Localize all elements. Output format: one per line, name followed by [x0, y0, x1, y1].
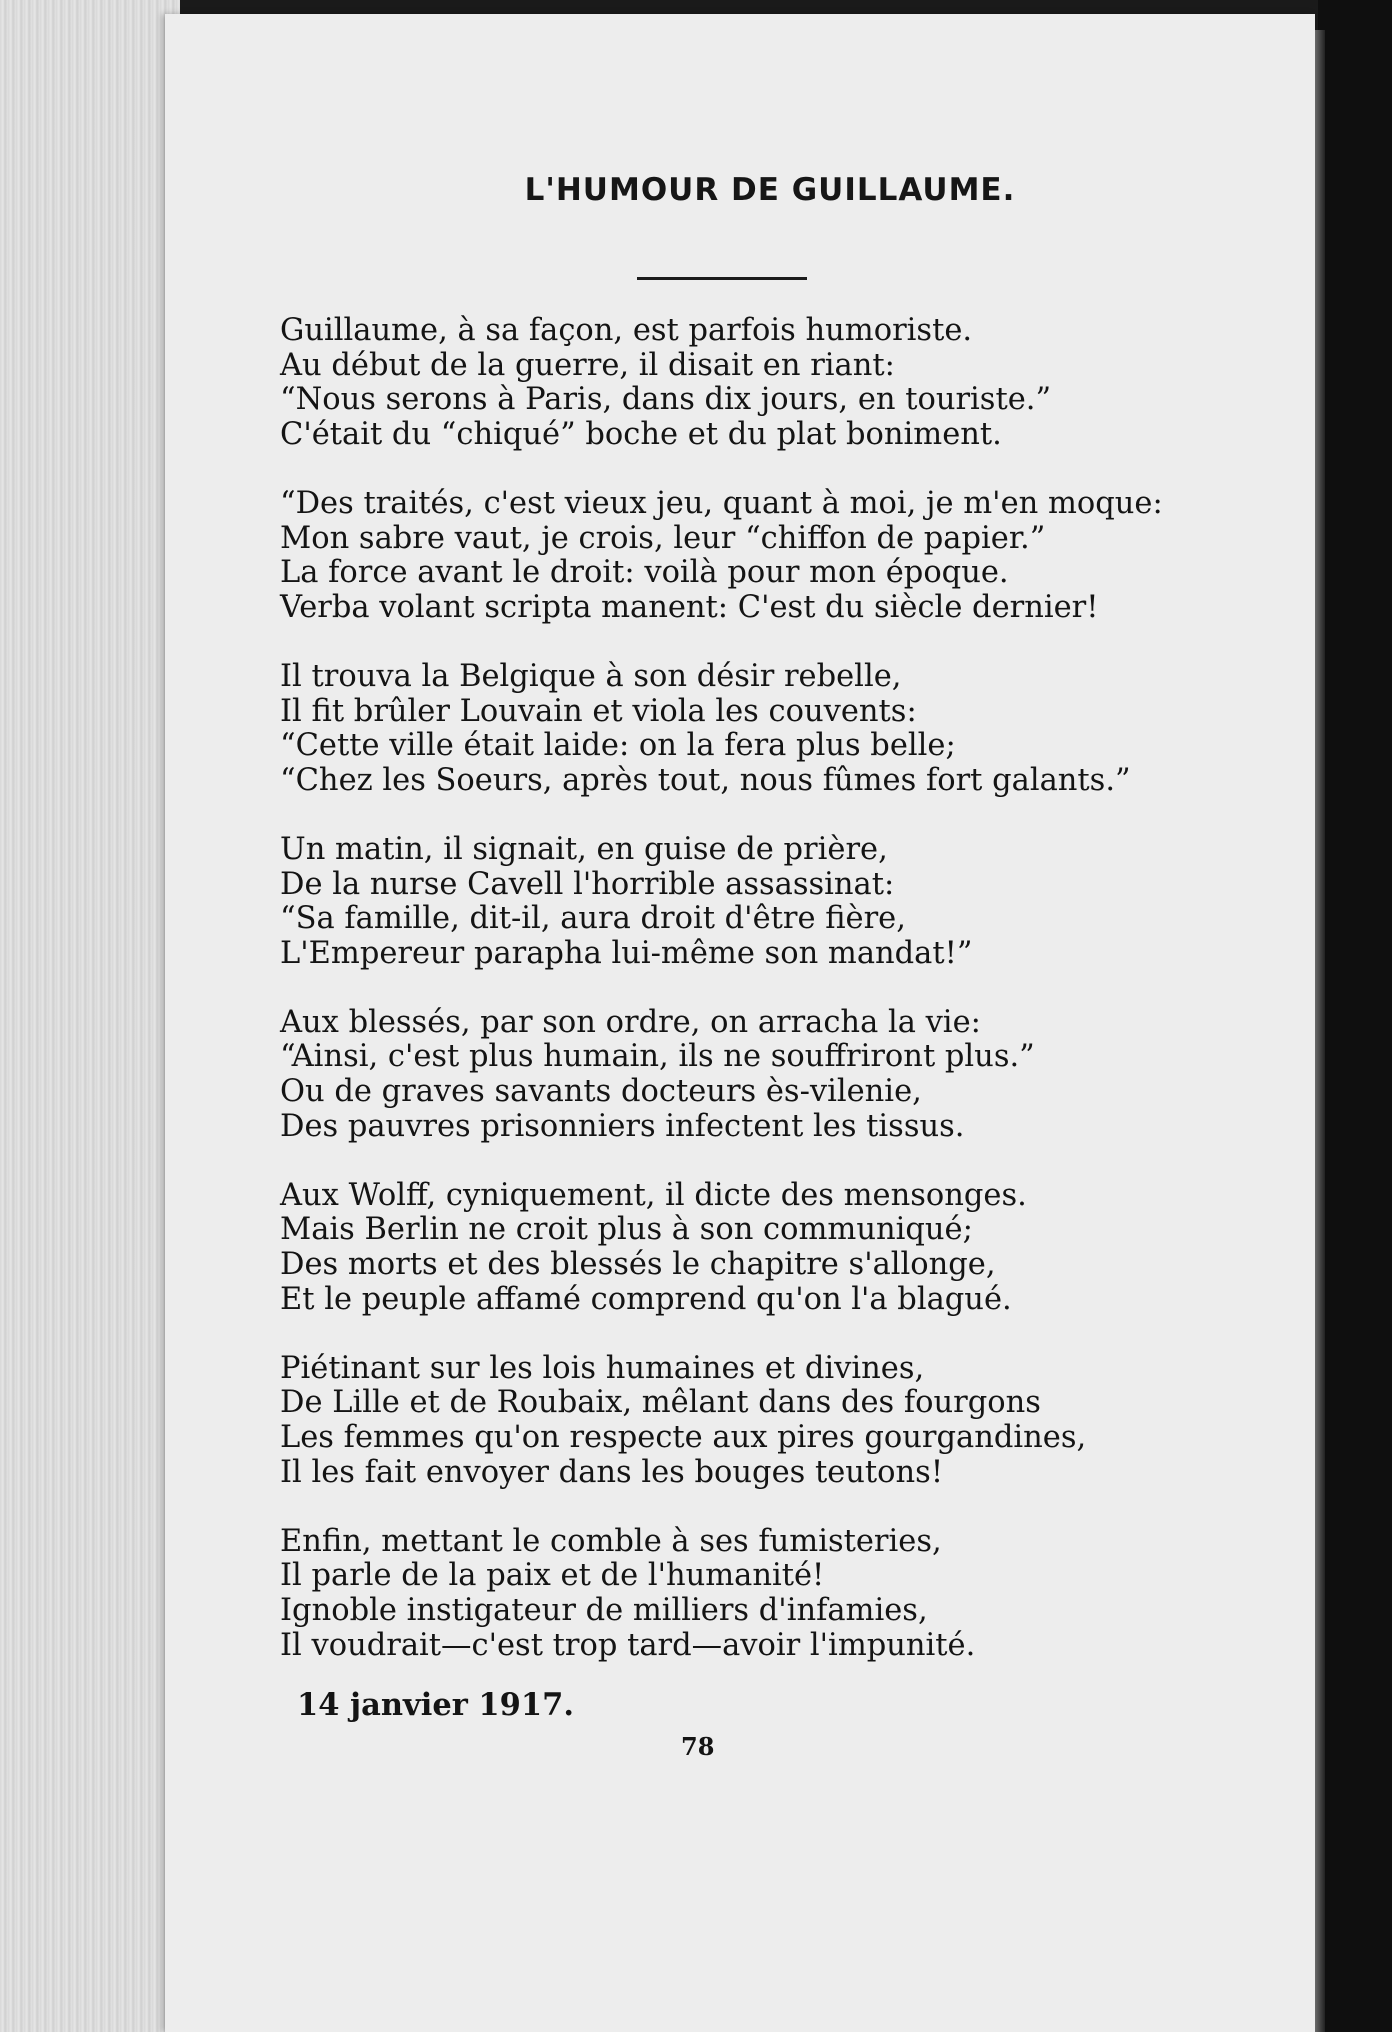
verse-line: “Ainsi, c'est plus humain, ils ne souffriront plus.” [280, 1039, 1035, 1075]
poem-body [280, 314, 1280, 1698]
binding-edge [1315, 30, 1325, 2032]
verse-line: Aux blessés, par son ordre, on arracha la vie: [280, 1004, 981, 1040]
stanza-2 [280, 487, 1280, 625]
verse-line: De la nurse Cavell l'horrible assassinat: [280, 866, 895, 902]
verse-line: “Sa famille, dit-il, aura droit d'être fière, [280, 901, 906, 937]
stanza-5 [280, 1006, 1280, 1144]
stanza-6 [280, 1179, 1280, 1317]
verse-line: De Lille et de Roubaix, mêlant dans des fourgons [280, 1385, 1041, 1421]
verse-line: C'était du “chiqué” boche et du plat boniment. [280, 416, 1002, 452]
stanza-3 [280, 660, 1280, 798]
verse-line: Il parle de la paix et de l'humanité! [280, 1558, 825, 1594]
verse-line: Ignoble instigateur de milliers d'infamies, [280, 1592, 928, 1628]
verse-line: L'Empereur parapha lui-même son mandat!” [280, 935, 973, 971]
poem-date: 14 janvier 1917. [297, 1687, 574, 1723]
verse-line: La force avant le droit: voilà pour mon époque. [280, 555, 1009, 591]
poem-title: L'HUMOUR DE GUILLAUME. [524, 172, 1016, 208]
verse-line: Les femmes qu'on respecte aux pires gourgandines, [280, 1420, 1087, 1455]
verse-line: Un matin, il signait, en guise de prière, [280, 831, 888, 867]
verse-line: Guillaume, à sa façon, est parfois humoriste. [280, 313, 973, 348]
verse-line: Il fit brûler Louvain et viola les couvents: [280, 693, 917, 729]
verse-line: Mais Berlin ne croit plus à son communiqué; [280, 1212, 973, 1248]
verse-line: “Chez les Soeurs, après tout, nous fûmes fort galants.” [280, 762, 1131, 798]
page-edges [0, 0, 180, 2032]
verse-line: Aux Wolff, cyniquement, il dicte des mensonges. [280, 1177, 1027, 1213]
verse-line: Au début de la guerre, il disait en riant: [280, 347, 895, 383]
verse-line: Ou de graves savants docteurs ès-vilenie, [280, 1074, 922, 1110]
title-rule [637, 277, 807, 280]
stanza-4 [280, 833, 1280, 971]
stanza-7 [280, 1352, 1280, 1490]
verse-line: Enfin, mettant le comble à ses fumisteries, [280, 1523, 942, 1559]
verse-line: “Nous serons à Paris, dans dix jours, en touriste.” [280, 382, 1052, 418]
verse-line: Piétinant sur les lois humaines et divines, [280, 1350, 925, 1386]
verse-line: Il voudrait—c'est trop tard—avoir l'impunité. [280, 1627, 976, 1663]
verse-line: Verba volant scripta manent: C'est du siècle dernier! [280, 589, 1099, 625]
verse-line: Mon sabre vaut, je crois, leur “chiffon de papier.” [280, 520, 1046, 556]
verse-line: “Cette ville était laide: on la fera plus belle; [280, 728, 956, 764]
verse-line: “Des traités, c'est vieux jeu, quant à moi, je m'en moque: [280, 485, 1163, 521]
stanza-8 [280, 1525, 1280, 1663]
stanza-1 [280, 314, 1280, 452]
book-binding [1318, 0, 1392, 2032]
verse-line: Des pauvres prisonniers infectent les tissus. [280, 1108, 965, 1144]
page-number: 78 [681, 1732, 715, 1761]
verse-line: Et le peuple affamé comprend qu'on l'a blagué. [280, 1281, 1012, 1317]
book-page [165, 14, 1315, 2032]
verse-line: Des morts et des blessés le chapitre s'allonge, [280, 1247, 996, 1283]
verse-line: Il trouva la Belgique à son désir rebelle, [280, 658, 902, 694]
verse-line: Il les fait envoyer dans les bouges teutons! [280, 1454, 944, 1490]
